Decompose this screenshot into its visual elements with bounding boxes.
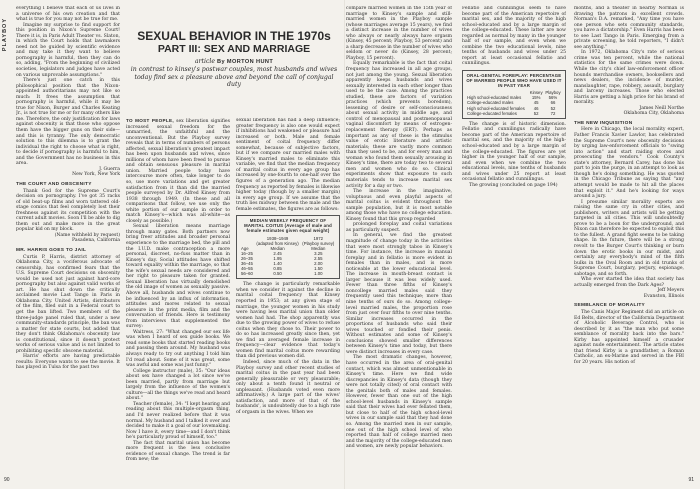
signature-location: Evanston, Illinois [643,293,684,299]
paragraph: In 1972, Oklahoma City's rate of serious crime was ten percent, while the national statistics for the same crimes were down. While the city's chief law-enforcement officer hounds merchandise owners, booksellers and news dealers, the incidence of murder, manslaughter, rape, robbery, assault, burglary and larceny increases. Those who elected Harris are getting a high price for his brand of morality. [574,50,684,106]
paragraph: Who ever started the idea that society has actually emerged from the Dark Ages? [574,277,684,288]
paragraph: compare married women in the 15th year of marriage to Kinsey's sample and still-married women in the Playboy sample (whose marriages average 15 years), we find a distinct increase in the number of wives who always or nearly always have orgasm (Kinsey, 45 percent; Playboy, 53 percent) and a sharp decrease in the number of wives who seldom or never do (Kinsey, 28 percent; Playboy, 15 percent). [346,6,452,61]
signature: (Name withheld by request) [54,232,120,238]
article-subtitle: PART III: SEX AND MARRIAGE [157,43,311,55]
running-spine: PLAYBOY [2,18,8,52]
paragraph: months, and a theater in nearby Norman is drawing the patrons in excellent crowds. Norman's D.A. remarked, "Any time you have one person who sets community standards, you have a dictatorship." Even Harris has been to see Last Tango in Paris. Emerging from a private screening, he told reporters, "I didn't see anything." [574,6,684,50]
paragraph: Curtis P. Harris, district attorney of Oklahoma City, a vociferous advocate of censorship, has confirmed fears that the U.S. Supreme Court decisions on obscenity would be used not just against hard-core pornography but also against valid works of art. He has shut down the critically acclaimed movie Last Tango in Paris in Oklahoma City. United Artists, distributors of the film, filed suit in a Federal court to get the ban lifted. Two members of the three-judge panel ruled that, under a new community-standards principle, the ban was a matter for state courts, but added that they don't think Oklahoma's obscenity law is constitutional, since it doesn't protect works of serious value and is not limited to prohibiting specific obscene material. [16,254,120,354]
table-header-row: (adapted from Kinsey) (Playboy survey) [256,240,335,246]
page-gutter [344,0,345,489]
paragraph: Thank God for the Supreme Court's decision on pornography. I've got 35 racks of old beat-up films and worn tattered old-stage comics that feel completely lost their freshness against its competition with the current adult movies. Soon I'll be able to dig them out and make more in the great popular kid on my block. [16,188,120,233]
table-row: 26–35 1.95 2.55 [241,255,323,261]
paragraph: Sexual liberation means marriage through many gates. Both partners now bring freer attitudes and broader personal experience to the marriage bed, the pill and the I.U.D. make contraception a more personal, discreet, no-fuss matter than in Kinsey's day. Social attitudes have shifted toward equality within the marriage, so that the wife's sexual needs are considered and her right to pleasure taken for granted. Sexual liberation has virtually demolished the old image of women as sexually passive. Above all, husbands and wives continue to be influenced by an influx of information, attitudes and mores related to sexual pleasure in the print media, film and the conversation of friends. Here is testimony from interviews that supplemented the survey: [126,224,230,330]
lead-in: TO MOST PEOPLE, [126,118,174,123]
article-header [128,30,340,89]
paragraph: Teacher (female), 34: "I kept hearing and reading about this multiple-orgasm thing, and I'd never realized before that it was normal. My husband and I talked it over and decided to make it a goal of our lovemaking. Now I have it, every time—and I don't think he's particularly proud of himself, too." [126,401,230,441]
table-row: 36–45 1.40 2.00 [241,261,323,267]
signature-location: Oklahoma City, Oklahoma [623,111,684,117]
table-row: 16–25 2.45 3.25 [241,250,323,256]
paragraph: sexual liberation has had a deep influence; greater frequency is also one would expect if inhibitions had weakened or pleasure had increased or both. Male and female sentiment of coital frequency differ somewhat, because of subjective factors, but if we compare our married males with Kinsey's married males to eliminate this variable, we find that the median frequency of marital coitus in every age group has increased by one-fourth to one-half over the figures of a generation ago. The median frequency as reported by females is likewise higher today (though by a smaller margin) in every age group. If we assume that the truth lies midway between the male and the female estimates, the figures are as follows: [236,118,340,212]
article-byline [128,58,340,89]
paragraph: Fellatio and cunnilingus seem to have become part of the American repertoire of marital sex, and the majority of the high school-educated and by a large margin of the college-educated. These latter are now regarded as normal by many in the younger half of our sample, and even when we combine the two educational levels, nine tenths of husbands and wives under 25 report at least occasional fellatio and cunnilingus. [462,6,566,67]
table-header-row: Kinsey Playboy [529,90,561,96]
letters-column-2 [574,6,684,474]
paragraph: The Canis Major Regiment did an article on Ed Belts, director of the California Department of Alcoholic Beverage Control, who is described by it as "the man who put some semblance of morality back into the bars." Kirby has appointed himself a crusader against nude entertainment. The article states that friend Kirby is a grandfather, a Roman Catholic, an ex-Marine and served in the FBI for 20 years. His notion of [574,309,684,365]
table-row: 56–60 0.50 1.00 [241,271,323,277]
paragraph: Imagine my surprise to find support for this position in Nixon's Supreme Court! There it is, in Paris Adult Theater vs. Slaton, in which the Court holds that lawmakers need not be guided by scientific evidence and may take it they want to believe pornography is harmful, then they can do so, adding, "From the beginning of civilized societies, legislators and judges have acted on various unprovable assumptions." [16,22,120,78]
paragraph: The change is of historic dimension. Fellatio and cunnilingus radically have become part of the American repertoire of marital sex, and the majority of the high-school-educated and by a large margin of the college-educated. The figures are yet higher in the younger half of our sample, and even when we combine the two educational levels, nine tenths of husbands and wives under 25 report at least occasional fellatio and cunnilingus. [462,121,566,183]
paragraph: prolonged foreplay and coital variations as particularly suspect. [346,222,452,233]
byline-prefix: article [194,58,216,65]
paragraph: The fact that marital union has become more frequent is the less conclusive evidence of sexual change. The trend is far from new; the [126,440,230,463]
paragraph: The increase in the imaginative, voluptuous and even playful aspects of marital coitus is evident throughout the sample population, but it is most notable among those who have no college education. Kinsey found that this group regarded [346,189,452,222]
paragraph: Harris' efforts are having predictable results: Everyone wants to see the movie. It has played in Tulsa for the past two [16,354,120,371]
page-number-left: 90 [4,477,10,483]
paragraph: In general, we find the greatest magnitude of change today in the activities that were most strongly taboo in Kinsey's time. For instance, the increase in manual foreplay and in fellatio is more evident in females than in males, and is more noticeable at the lower educational level. The increase in mouth-breast contact is larger because it was less widely used. Fewer than three fifths of Kinsey's noncollege married males said they frequently used this technique; more than nine tenths of ours do so. Among college-level married males, the proportion rose from just over four fifths to over nine tenths. Similar increases occurred in the proportions of husbands who said their wives touched or fondled their penis. Without estimates and some of Kinsey's conclusions showed smaller differences between Kinsey's time and today, but there were distinct increases in every case. [346,233,452,355]
table-row: High school-educated females 46 52 [467,105,556,111]
section-heading: SEMBLANCE OF MORALITY [574,303,646,309]
table-header-row: 1938–1949 1972 [266,235,324,241]
signature: J. Guerra [99,166,120,172]
oral-genital-table [462,70,566,119]
paragraph: everything I believe that each of us lives in a universe of his own creation and that what is true for you may not be true for me. [16,6,120,23]
paragraph: The most dramatic changes, however, have occurred in the area of oral-genital contact, which was almost unmentionable in Kinsey's time. Here we find wide discrepancies in Kinsey's data (though they were not totally cited) of oral contact with the genitals both of males and females. However, fewer than one out of the high school-level husbands in Kinsey's sample said that their wives had ever fellated them, but close to half of the high school-level wives in our sample said that they had done so. Among the married men in our sample, one out of the high school level of who reported than half of college married men and the majority of the college-educated men and women, are newly popular behaviors. [346,355,452,450]
article-column-1 [126,118,230,474]
table-row: High school-educated males 15% 56% [467,95,558,101]
paragraph: I presume similar morality experts are raising the same cry in other cities, and publishers, writers and artists will be getting targeted in all cities. This will undoubtedly prove to be a boon for the underground, and Nixon can therefore be expected to exploit this to the fullest. A grand fight seems to be taking shape. In the future, there will be a strong revolt to the Burger Court's thinking or burn down the erotic books in our midst, and certainly any everybody's mind of the filth bulks in the Oval Room and in old trunks of Supreme Court, burglary, perjury, espionage, sabotage, and so forth. [574,199,684,277]
section-heading: MR. HARRIS GOES TO JAIL [16,247,87,253]
paragraph: Equally remarkable is the fact that coital frequency has increased in all age groups, not just among the young. Sexual liberation apparently keeps husbands and wives sexually interested in each other longer than used to be the case. Among the practices studied, these are factors of variation practices (which prevents boredom), lessening of desire or self-consciousness about sexual activity in middle age, and control of menopausal and postmenopausal vaginal discomfort by means of estrogen-replacement therapy (ERT). Perhaps as important as any of these is the stimulus value of erotic literature and artistic materials; these are vastly more common than they used to be, and for every man and woman who found them sexually arousing in Kinsey's time, there are today two to several men and women who do so. Clinical experiments show that exposure to such materials tends to increase marital sex activity for a day or two. [346,61,452,189]
paragraph: The growing (concluded on page 194) [469,182,558,188]
paragraph: There's just one catch in this philosophical position that the Nixon-appointed authoritarians may not like so much: It frees the assumption that pornography is harmful, while it may be true for Nixon, Burger and Charles Keating Jr., is not true for me or for many others like me. Therefore, the only justification for laws against obscenity is that those who oppose them have the bigger guns on their side—and this is tyranny. The only democratic solution to this dilemma is to grant the individual the right to choose what is right, to decide if pornography is harmful to him, and the Government has no business in this area. [16,78,120,167]
section-heading: THE COURT AND OBSCENITY [16,181,92,187]
table-row: 46–55 0.85 1.50 [241,266,323,272]
paragraph: Waitress, 27: "What changed our sex life was when I heard of sex guide books. We read some books that started reading books and passing them around. My husband was always ready to try out anything I told him I'd read about. Some of it was great, some was awful and some was just funny." [126,329,230,369]
article-column-4 [462,6,566,474]
frequency-table [236,215,340,279]
table-row: College-educated females 52 72 [467,110,556,116]
table-title: MEDIAN WEEKLY FREQUENCY OF MARITAL COITUS (Average of male and female estimates given equal weight) [244,218,332,234]
article-dek: in contrast to kinsey's postwar couples, most husbands and wives today find sex a pleasure above and beyond the call of conjugal duty [130,66,338,89]
article-title: SEXUAL BEHAVIOR IN THE 1970s [137,29,331,43]
paragraph: Indeed, since much of the data in the Playboy survey and other recent studies of marital coitus in the past year had been generally pleasurable or very pleasurable; only about a tenth found it neutral or unpleasant. (Husbands voted even more affirmatively.) A large part of the wives' satisfaction, and more of that of the husbands', is undoubtedly due to a high rate of orgasm in the wives. When we [236,359,340,415]
page-number-right: 91 [688,477,694,483]
signature-location: Pasadena, California [71,238,120,244]
article-column-3 [346,6,452,474]
article-author: By MORTON HUNT [217,59,274,65]
signature: James Neill Northe [639,105,684,111]
table-row: Age Median Median [241,245,326,251]
letters-column-1 [16,6,120,474]
paragraph: TO MOST PEOPLE, sex liberation signifies increased sexual freedom for the unmarried, the unfaithful and the unconventional. But the Playboy survey reveals that in terms of numbers of persons affected, sexual liberation's greatest impact has been upon husbands and wives, since millions of whom have been freed to pursue and obtain sensuous pleasure in marital union. Married people today have intercourse more often, take longer to do so, use more variations and get greater satisfaction from it than did the married people surveyed by Dr. Alfred Kinsey from 1938 through 1949. (In these and all comparisons that follow, we use only the white portion of our sample in order to match Kinsey's—which was all-white—as closely as possible.) [126,118,230,224]
table-title: ORAL-GENITAL FOREPLAY: PERCENTAGE OF MARRIED PEOPLE WHO HAVE USED IT IN PAST YEAR [466,73,562,89]
paragraph: The change is particularly remarkable when we consider it against the decline in marital coital frequency that Kinsey reported in 1953; at any given stage of marriage, the younger women in his study were having less marital union than older women had had. The shop apparently was due to the growing power of wives to refuse coitus when they chose to. Their power to do so has increased greatly since then, yet we find an averaged female increase in frequency—clear evidence that today's women find marital coitus more rewarding than did previous women did. [236,282,340,360]
paragraph: College instructor (male), 35: "Our ideas about sex have changed a lot since we've been married, partly from marriage but largely from the influence of the women's culture—all the things we've read and heard about." [126,368,230,402]
table-row: College-educated males 45 66 [467,100,556,106]
signature-location: New York, New York [72,172,120,178]
signature: Jeff Meyers [657,288,684,294]
section-heading: THE NEW INQUISITION [574,120,633,126]
article-column-2 [236,118,340,474]
paragraph: Here in Chicago, the local morality expert, Father Francis Xavier Lawlor, has celebrated the Supreme Court's new obscenity decisions by urging law-enforcement officials to "swing into action" and start raiding stores and prosecuting the vendors." Cook County's state's attorney, Bernard Carey, has done his part to join the purge, in an attempt to look as though he's doing something. He was quoted in the Chicago Tribune as saying that "any attempt would be made to hit all the places that exploit it." And he's looking for ways around a jury. [574,127,684,200]
